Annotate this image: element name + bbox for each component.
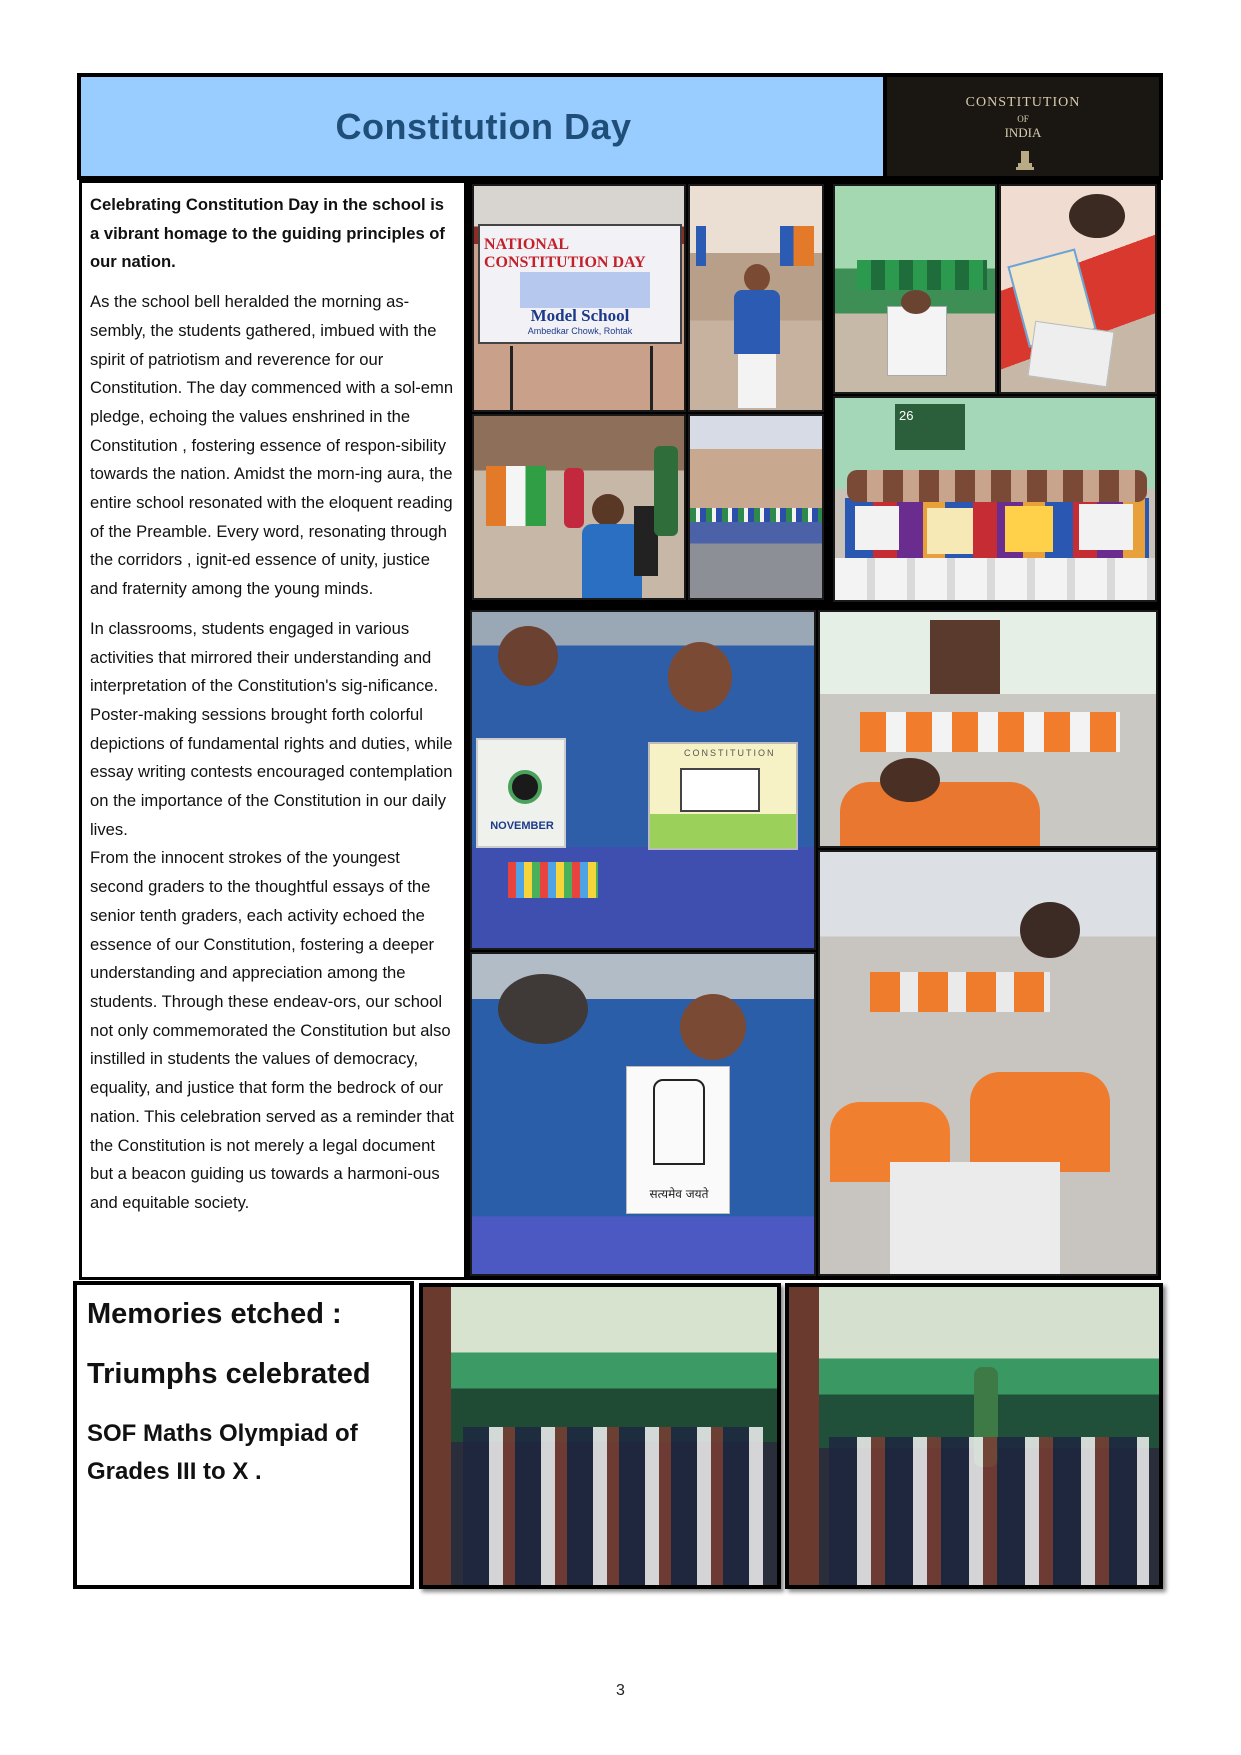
assembly-collage bbox=[467, 180, 829, 606]
cover-line2: OF bbox=[1017, 114, 1029, 124]
assembly-ground-photo bbox=[688, 414, 824, 600]
essay-writing-photo-2 bbox=[818, 850, 1158, 1276]
olympiad-photo-2 bbox=[785, 1283, 1163, 1589]
essay-writing-photo-1 bbox=[818, 610, 1158, 848]
page-title: Constitution Day bbox=[335, 105, 632, 147]
memories-subheading: Triumphs celebrated bbox=[87, 1358, 371, 1390]
student-pledge-photo bbox=[688, 184, 824, 412]
article-paragraph: From the innocent strokes of the youngest second graders to the thoughtful essays of the senior tenth graders, each activity echoed the essence of our Constitution, fostering a deeper understanding and appreciation among the students. Through these endeav-ors, our school not only commemorated the Constitution but also instilled in students the values of democracy, equality, and justice that form the bedrock of our nation. This celebration served as a reminder that the Constitution is not merely a legal document but a beacon guiding us towards a harmoni-ous and equitable society. bbox=[90, 848, 455, 1212]
motto-text: सत्यमेव जयते bbox=[649, 1187, 709, 1201]
cover-line3: INDIA bbox=[1004, 125, 1042, 140]
article-lead: Celebrating Constitution Day in the school is a vibrant homage to the guiding principles of our nation. bbox=[90, 195, 445, 272]
classroom-posters-photo bbox=[833, 184, 997, 394]
board-date: 26 bbox=[895, 404, 965, 450]
article-paragraph: In classrooms, students engaged in various activities that mirrored their understanding and interpretation of the Constitution's sig-nificance. Poster-making sessions brought forth colorful depictions of fundamental rights and duties, while essay writing contests encouraged contemplation on the importance of the Constitution in our daily lives. bbox=[90, 618, 453, 839]
memories-box bbox=[73, 1281, 414, 1589]
preamble-reading-photo bbox=[472, 414, 686, 600]
memories-heading: Memories etched : bbox=[87, 1298, 342, 1330]
banner-photo bbox=[472, 184, 686, 412]
november-poster: NOVEMBER bbox=[490, 820, 554, 832]
banner-title: NATIONAL CONSTITUTION DAY bbox=[484, 236, 646, 271]
article-paragraph: As the school bell heralded the morning as-sembly, the students gathered, imbued with the spirit of patriotism and reverence for our Constitution. The day commenced with a sol-emn pledge, echoing the values enshrined in the Constitution , fostering essence of respon-sibility towards the nation. Amidst the morn-ing aura, the entire school resonated with the eloquent reading of the Preamble. Every word, resonating through the corridors , ignit-ed essence of unity, justice and fraternity among the young minds. bbox=[90, 292, 454, 599]
constitution-day-banner bbox=[478, 224, 682, 344]
constitution-poster: CONSTITUTION bbox=[684, 748, 776, 758]
olympiad-caption: SOF Maths Olympiad of Grades III to X . bbox=[87, 1420, 358, 1485]
page-number: 3 bbox=[616, 1682, 625, 1699]
national-emblem-poster-photo bbox=[470, 952, 816, 1276]
banner-address: Ambedkar Chowk, Rohtak bbox=[527, 326, 633, 336]
banner-school: Model School bbox=[530, 306, 630, 325]
students-with-posters-photo bbox=[833, 396, 1157, 602]
national-emblem-icon bbox=[1012, 149, 1038, 171]
article-text bbox=[79, 180, 467, 1280]
poster-drawing-photo bbox=[999, 184, 1157, 394]
page-header bbox=[77, 73, 890, 180]
classroom-activity-collage bbox=[467, 606, 1161, 1280]
poster-making-photo bbox=[470, 610, 816, 950]
cover-line1: CONSTITUTION bbox=[965, 95, 1081, 110]
poster-collage bbox=[829, 178, 1161, 606]
olympiad-photo-1 bbox=[419, 1283, 781, 1589]
constitution-book-photo bbox=[883, 73, 1163, 180]
